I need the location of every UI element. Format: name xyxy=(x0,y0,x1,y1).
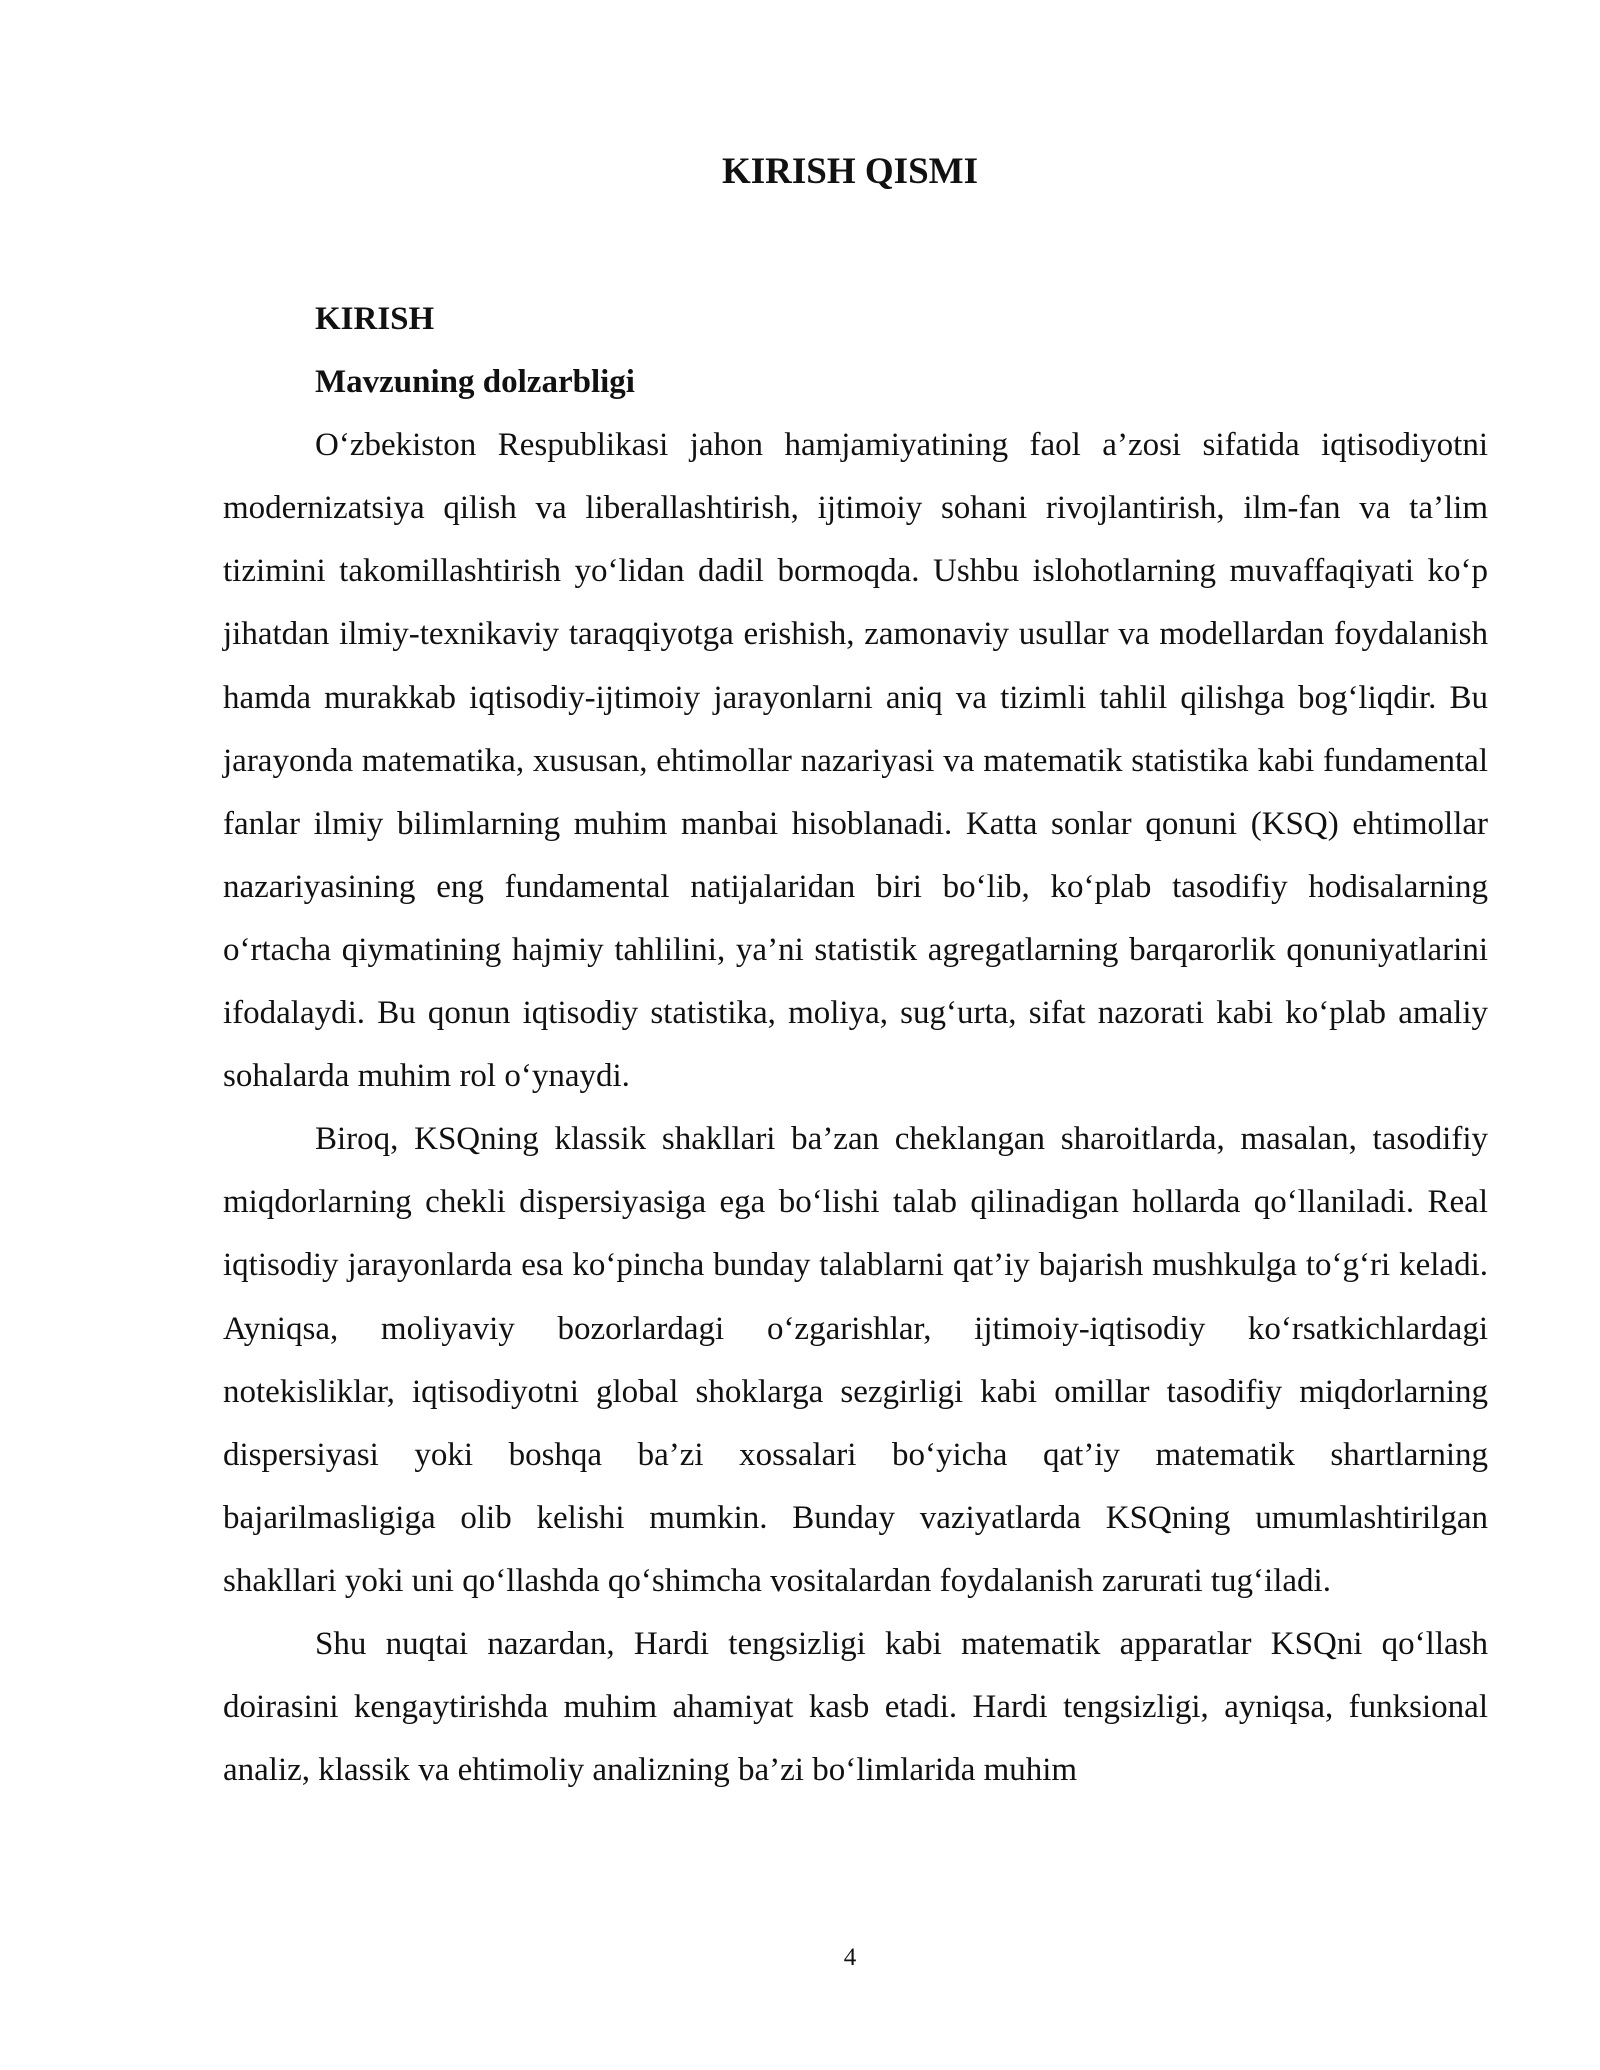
page-title: KIRISH QISMI xyxy=(722,151,978,192)
subsection-heading: Mavzuning dolzarbligi xyxy=(315,364,635,401)
body-paragraph-1: O‘zbekiston Respublikasi jahon hamjamiyatining faol a’zosi sifatida iqtisodiyotni modernizatsiya qilish va liberallashtirish, ijtimoiy sohani rivojlantirish, ilm-fan va ta’lim tizimini takomillashtirish yo‘lidan dadil bormoqda. Ushbu islohotlarning muvaffaqiyati ko‘p jihatdan ilmiy-texnikaviy taraqqiyotga erishish, zamonaviy usullar va modellardan foydalanish hamda murakkab iqtisodiy-ijtimoiy jarayonlarni aniq va tizimli tahlil qilishga bog‘liqdir. Bu jarayonda matematika, xususan, ehtimollar nazariyasi va matematik statistika kabi fundamental fanlar ilmiy bilimlarning muhim manbai hisoblanadi. Katta sonlar qonuni (KSQ) ehtimollar nazariyasining eng fundamental natijalaridan biri bo‘lib, ko‘plab tasodifiy hodisalarning o‘rtacha qiymatining hajmiy tahlilini, ya’ni statistik agregatlarning barqarorlik qonuniyatlarini ifodalaydi. Bu qonun iqtisodiy statistika, moliya, sug‘urta, sifat nazorati kabi ko‘plab amaliy sohalarda muhim rol o‘ynaydi. xyxy=(223,427,1488,1095)
document-body xyxy=(223,288,1488,1802)
body-paragraph-3: Shu nuqtai nazardan, Hardi tengsizligi kabi matematik apparatlar KSQni qo‘llash doirasini kengaytirishda muhim ahamiyat kasb etadi. Hardi tengsizligi, ayniqsa, funksional analiz, klassik va ehtimoliy analizning ba’zi bo‘limlarida muhim xyxy=(223,1625,1488,1789)
section-heading: KIRISH xyxy=(315,301,435,337)
page-number: 4 xyxy=(843,1944,857,1971)
body-paragraph-2: Biroq, KSQning klassik shakllari ba’zan cheklangan sharoitlarda, masalan, tasodifiy miqdorlarning chekli dispersiyasiga ega bo‘lishi talab qilinadigan hollarda qo‘llaniladi. Real iqtisodiy jarayonlarda esa ko‘pincha bunday talablarni qat’iy bajarish mushkulga to‘g‘ri keladi. Ayniqsa, moliyaviy bozorlardagi o‘zgarishlar, ijtimoiy-iqtisodiy ko‘rsatkichlardagi notekisliklar, iqtisodiyotni global shoklarga sezgirligi kabi omillar tasodifiy miqdorlarning dispersiyasi yoki boshqa ba’zi xossalari bo‘yicha qat’iy matematik shartlarning bajarilmasligiga olib kelishi mumkin. Bunday vaziyatlarda KSQning umumlashtirilgan shakllari yoki uni qo‘llashda qo‘shimcha vositalardan foydalanish zarurati tug‘iladi. xyxy=(223,1121,1488,1599)
